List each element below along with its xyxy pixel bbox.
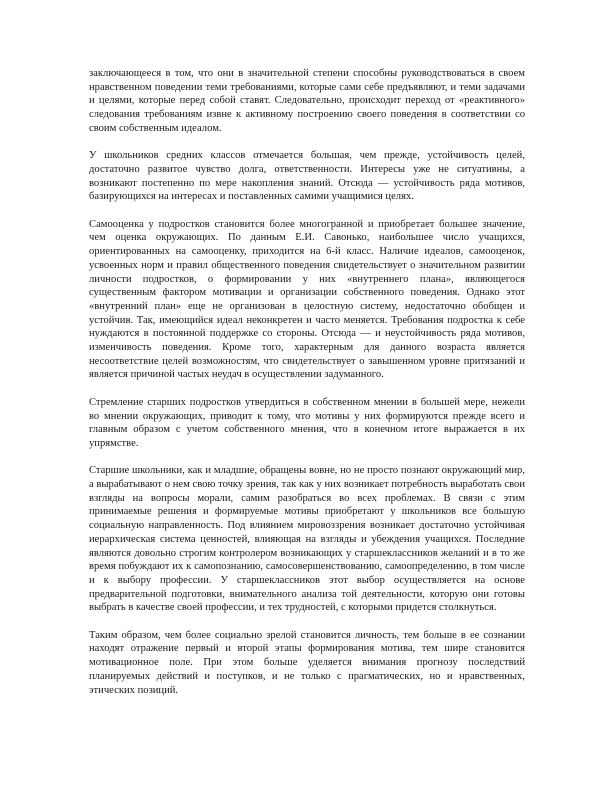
paragraph-6: Таким образом, чем более социально зрелой становится личность, тем больше в ее сознании находят отражение первый и второй этапы формирования мотива, тем шире становится мотивационное поле. При этом больше уделяется внимания прогнозу последствий планируемых действий и поступков, и не только с прагматических, но и нравственных, этических позиций.: [89, 629, 525, 696]
paragraph-2: У школьников средних классов отмечается большая, чем прежде, устойчивость целей, достаточно развитое чувство долга, ответственности. Интересы уже не ситуативны, а возникают постепенно по мере накопления знаний. Отсюда — устойчивость ряда мотивов, базирующихся на интересах и поставленных самими учащимися целях.: [89, 150, 525, 203]
paragraph-4: Стремление старших подростков утвердиться в собственном мнении в большей мере, нежели во мнении окружающих, приводит к тому, что мотивы у них формируются прежде всего и главным образом с учетом собственного мнения, что в конечном итоге выражается в их упрямстве.: [89, 396, 525, 449]
paragraph-1: заключающееся в том, что они в значительной степени способны руководствоваться в своем нравственном поведении теми требованиями, которые сами себе предъявляют, и теми задачами и целями, которые перед собой ставят. Следовательно, происходит переход от «реактивного» следования требованиям извне к активному построению своего поведения в соответствии со своим собственным идеалом.: [89, 68, 525, 134]
paragraph-3: Самооценка у подростков становится более многогранной и приобретает большее значение, чем оценка окружающих. По данным Е.И. Савонько, наибольшее число учащихся, ориентированных на самооценку, приходится на 6-й класс. Наличие идеалов, самооценок, усвоенных норм и правил общественного поведения свидетельствует о значительном развитии личности подростков, о формировании у них «внутреннего плана», являющегося существенным фактором мотивации и организации собственного поведения. Однако этот «внутренний план» еще не организован в целостную систему, недостаточно обобщен и устойчив. Так, имеющийся идеал неконкретен и часто меняется. Требования подростка к себе нуждаются в постоянной поддержке со стороны. Отсюда — и неустойчивость ряда мотивов, изменчивость поведения. Кроме того, характерным для данного возраста является несоответствие целей возможностям, что свидетельствует о завышенном уровне притязаний и является причиной частых неудач в осуществлении задуманного.: [89, 218, 525, 381]
paragraph-5: Старшие школьники, как и младшие, обращены вовне, но не просто познают окружающий мир, а вырабатывают о нем свою точку зрения, так как у них возникает потребность выработать свои взгляды на вопросы морали, самим разобраться во всех проблемах. В связи с этим принимаемые решения и формируемые мотивы приобретают у школьников все большую социальную направленность. Под влиянием мировоззрения возникает достаточно устойчивая иерархическая система ценностей, влияющая на взгляды и убеждения учащихся. Последние являются довольно строгим контролером возникающих у старшеклассников желаний и в то же время побуждают их к самопознанию, самосовершенствованию, самоопределению, в том числе и к выбору профессии. У старшеклассников этот выбор осуществляется на основе предварительной подготовки, внимательного анализа той деятельности, которую они готовы выбрать в качестве своей профессии, и тех трудностей, с которыми придется столкнуться.: [89, 465, 525, 614]
document-page: [89, 67, 525, 711]
